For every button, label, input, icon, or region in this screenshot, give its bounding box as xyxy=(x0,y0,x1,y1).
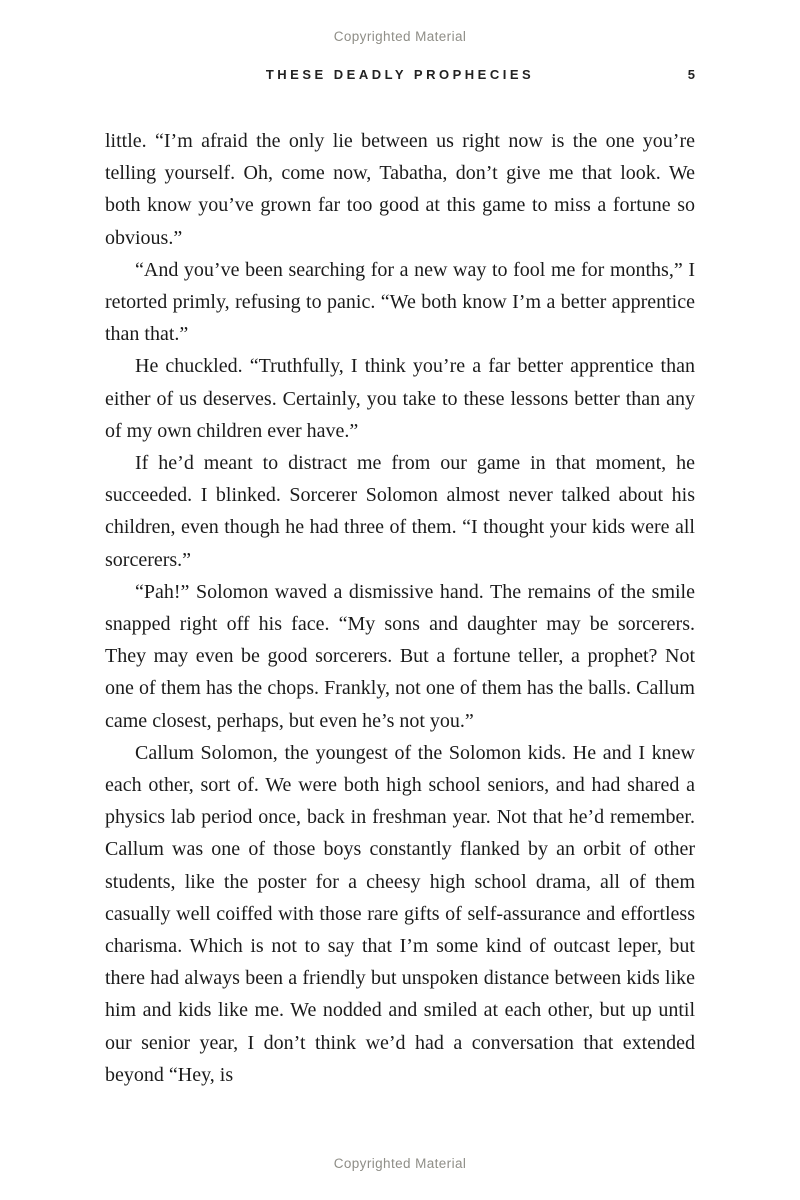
body-text xyxy=(105,125,695,1091)
copyright-notice-bottom: Copyrighted Material xyxy=(333,1156,467,1171)
paragraph: “Pah!” Solomon waved a dismissive hand. The remains of the smile snapped right off his face. “My sons and daughter may be sorcerers. They may even be good sorcerers. But a fortune teller, a prophet? Not one of them has the chops. Frankly, not one of them has the balls. Callum came closest, perhaps, but even he’s not you.” xyxy=(105,580,695,732)
paragraph: Callum Solomon, the youngest of the Solomon kids. He and I knew each other, sort of. We were both high school seniors, and had shared a physics lab period once, back in freshman year. Not that he’d remember. Callum was one of those boys constantly flanked by an orbit of other students, like the poster for a cheesy high school drama, all of them casually well coiffed with those rare gifts of self-assurance and effortless charisma. Which is not to say that I’m some kind of outcast leper, but there had always been a friendly but unspoken distance between kids like him and kids like me. We nodded and smiled at each other, but up until our senior year, I don’t think we’d had a conversation that extended beyond “Hey, is xyxy=(105,741,695,1086)
copyright-notice-top: Copyrighted Material xyxy=(333,29,467,44)
paragraph: little. “I’m afraid the only lie between us right now is the one you’re telling yourself. Oh, come now, Tabatha, don’t give me that look. We both know you’ve grown far too good at this game to miss a fortune so obvious.” xyxy=(105,130,695,249)
paragraph: If he’d meant to distract me from our game in that moment, he succeeded. I blinked. Sorcerer Solomon almost never talked about his children, even though he had three of them. “I thought your kids were all sorcerers.” xyxy=(105,452,695,571)
paragraph: He chuckled. “Truthfully, I think you’re a far better apprentice than either of us deserves. Certainly, you take to these lessons better than any of my own children ever have.” xyxy=(105,355,695,442)
page-number: 5 xyxy=(687,67,695,82)
running-header xyxy=(105,67,695,85)
paragraph: “And you’ve been searching for a new way to fool me for months,” I retorted primly, refusing to panic. “We both know I’m a better apprentice than that.” xyxy=(105,258,695,346)
running-title: THESE DEADLY PROPHECIES xyxy=(265,67,535,82)
